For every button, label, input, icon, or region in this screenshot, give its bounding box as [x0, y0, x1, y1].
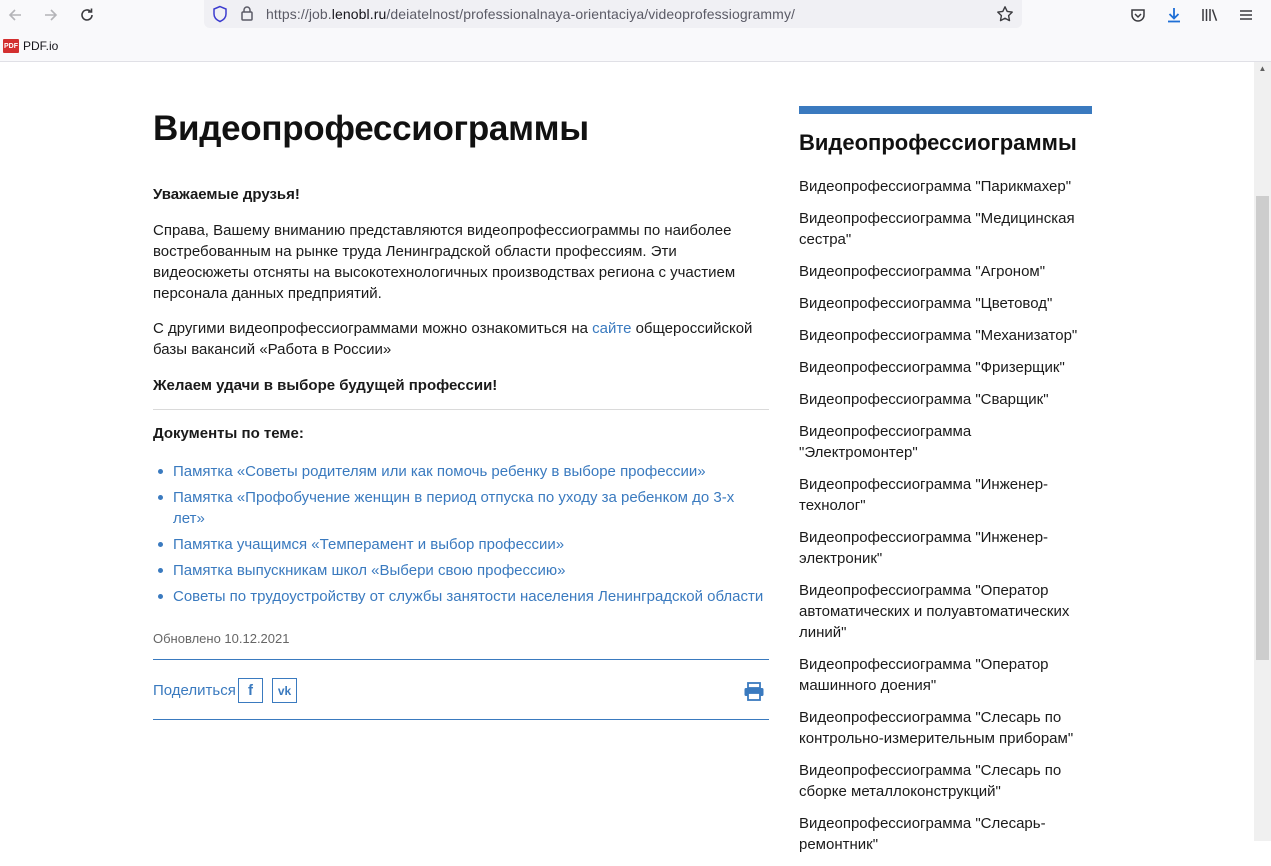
other-text-before: С другими видеопрофессиограммами можно ознакомиться на	[153, 320, 593, 337]
sidebar-video-link[interactable]: Видеопрофессиограмма "Электромонтер"	[799, 423, 972, 461]
other-text-after: общероссийской базы вакансий «Работа в России»	[153, 320, 753, 358]
shield-icon[interactable]	[212, 5, 228, 28]
forward-arrow-icon[interactable]	[40, 4, 62, 26]
sidebar-video-link[interactable]: Видеопрофессиограмма "Оператор автоматических и полуавтоматических линий"	[799, 582, 1070, 641]
sidebar-video-link[interactable]: Видеопрофессиограмма "Слесарь-ремонтник"	[799, 815, 1046, 853]
lock-icon[interactable]	[240, 5, 254, 27]
doc-link[interactable]: Памятка «Профобучение женщин в период отпуска по уходу за ребенком до 3-х лет»	[173, 489, 735, 527]
intro-paragraph: Справа, Вашему вниманию представляются видеопрофессиограммы по наиболее востребованным на рынке труда Ленинградской области профессиям. Эти видеосюжеты отсняты на высокотехнологичных производствах региона с участием персонала данных предприятий.	[153, 222, 736, 302]
sidebar-video-link[interactable]: Видеопрофессиограмма "Сварщик"	[799, 391, 1049, 408]
scroll-thumb[interactable]	[1256, 196, 1269, 660]
url-path: /deiatelnost/professionalnaya-orientaciya/videoprofessiogrammy/	[386, 6, 796, 22]
bullet-icon	[158, 594, 163, 599]
doc-link-item[interactable]	[153, 534, 769, 555]
doc-link[interactable]: Памятка учащимся «Темперамент и выбор профессии»	[173, 536, 565, 553]
sidebar-video-link[interactable]: Видеопрофессиограмма "Инженер-технолог"	[799, 476, 1049, 514]
facebook-icon: f	[248, 682, 253, 699]
bullet-icon	[158, 469, 163, 474]
sidebar-video-link[interactable]: Видеопрофессиограмма "Слесарь по сборке металлоконструкций"	[799, 762, 1062, 800]
sidebar-video-link[interactable]: Видеопрофессиограмма "Цветовод"	[799, 295, 1053, 312]
divider-top	[153, 659, 769, 660]
url-host: lenobl.ru	[331, 6, 387, 22]
print-icon[interactable]	[743, 682, 765, 702]
updated-date: Обновлено 10.12.2021	[153, 631, 290, 646]
sidebar-video-link[interactable]: Видеопрофессиограмма "Механизатор"	[799, 327, 1078, 344]
sidebar-accent-bar	[799, 106, 1092, 114]
sidebar-video-link[interactable]: Видеопрофессиограмма "Фризерщик"	[799, 359, 1065, 376]
sidebar-video-link[interactable]: Видеопрофессиограмма "Инженер-электроник"	[799, 529, 1049, 567]
pdf-icon: PDF	[3, 39, 19, 53]
greeting: Уважаемые друзья!	[153, 186, 300, 203]
library-icon[interactable]	[1199, 4, 1221, 26]
sidebar-list	[799, 176, 1092, 866]
wish-text: Желаем удачи в выборе будущей профессии!	[153, 377, 498, 394]
doc-link-item[interactable]	[153, 560, 769, 581]
vk-share-button[interactable]	[272, 678, 297, 703]
bookmark-label: PDF.io	[23, 39, 59, 53]
back-arrow-icon[interactable]	[4, 4, 26, 26]
doc-link[interactable]: Советы по трудоустройству от службы занятости населения Ленинградской области	[173, 588, 764, 605]
page-scrollbar[interactable]	[1254, 62, 1271, 841]
sidebar-video-link[interactable]: Видеопрофессиограмма "Агроном"	[799, 263, 1046, 280]
page-title: Видеопрофессиограммы	[153, 109, 589, 148]
sidebar-video-link[interactable]: Видеопрофессиограмма "Слесарь по контрольно-измерительным приборам"	[799, 709, 1074, 747]
share-label[interactable]: Поделиться	[153, 682, 236, 699]
doc-link-item[interactable]	[153, 487, 769, 529]
other-paragraph	[153, 318, 763, 360]
download-icon[interactable]	[1163, 4, 1185, 26]
reload-icon[interactable]	[76, 4, 98, 26]
bullet-icon	[158, 542, 163, 547]
bookmarks-bar	[0, 30, 1271, 62]
docs-list	[153, 461, 769, 612]
doc-link-item[interactable]	[153, 586, 769, 607]
bookmark-pdfio[interactable]	[3, 39, 58, 53]
menu-icon[interactable]	[1235, 4, 1257, 26]
site-link[interactable]: сайте	[592, 320, 632, 337]
docs-heading: Документы по теме:	[153, 425, 304, 442]
sidebar-video-link[interactable]: Видеопрофессиограмма "Медицинская сестра"	[799, 210, 1075, 248]
star-icon[interactable]	[996, 5, 1014, 28]
url-prefix: https://job.	[266, 6, 332, 22]
bullet-icon	[158, 568, 163, 573]
url-bar[interactable]	[204, 0, 1022, 28]
vk-icon: vk	[277, 683, 292, 698]
url-text[interactable]	[266, 6, 795, 22]
doc-link-item[interactable]	[153, 461, 769, 482]
browser-toolbar	[0, 0, 1271, 30]
pocket-icon[interactable]	[1127, 4, 1149, 26]
sidebar-video-link[interactable]: Видеопрофессиограмма "Парикмахер"	[799, 178, 1072, 195]
doc-link[interactable]: Памятка выпускникам школ «Выбери свою профессию»	[173, 562, 566, 579]
sidebar-video-link[interactable]: Видеопрофессиограмма "Оператор машинного доения"	[799, 656, 1049, 694]
sidebar-title: Видеопрофессиограммы	[799, 130, 1077, 155]
divider	[153, 409, 769, 410]
doc-link[interactable]: Памятка «Советы родителям или как помочь ребенку в выборе профессии»	[173, 463, 706, 480]
divider-bottom	[153, 719, 769, 720]
scroll-up-arrow-icon[interactable]: ▲	[1258, 64, 1267, 73]
bullet-icon	[158, 495, 163, 500]
facebook-share-button[interactable]	[238, 678, 263, 703]
